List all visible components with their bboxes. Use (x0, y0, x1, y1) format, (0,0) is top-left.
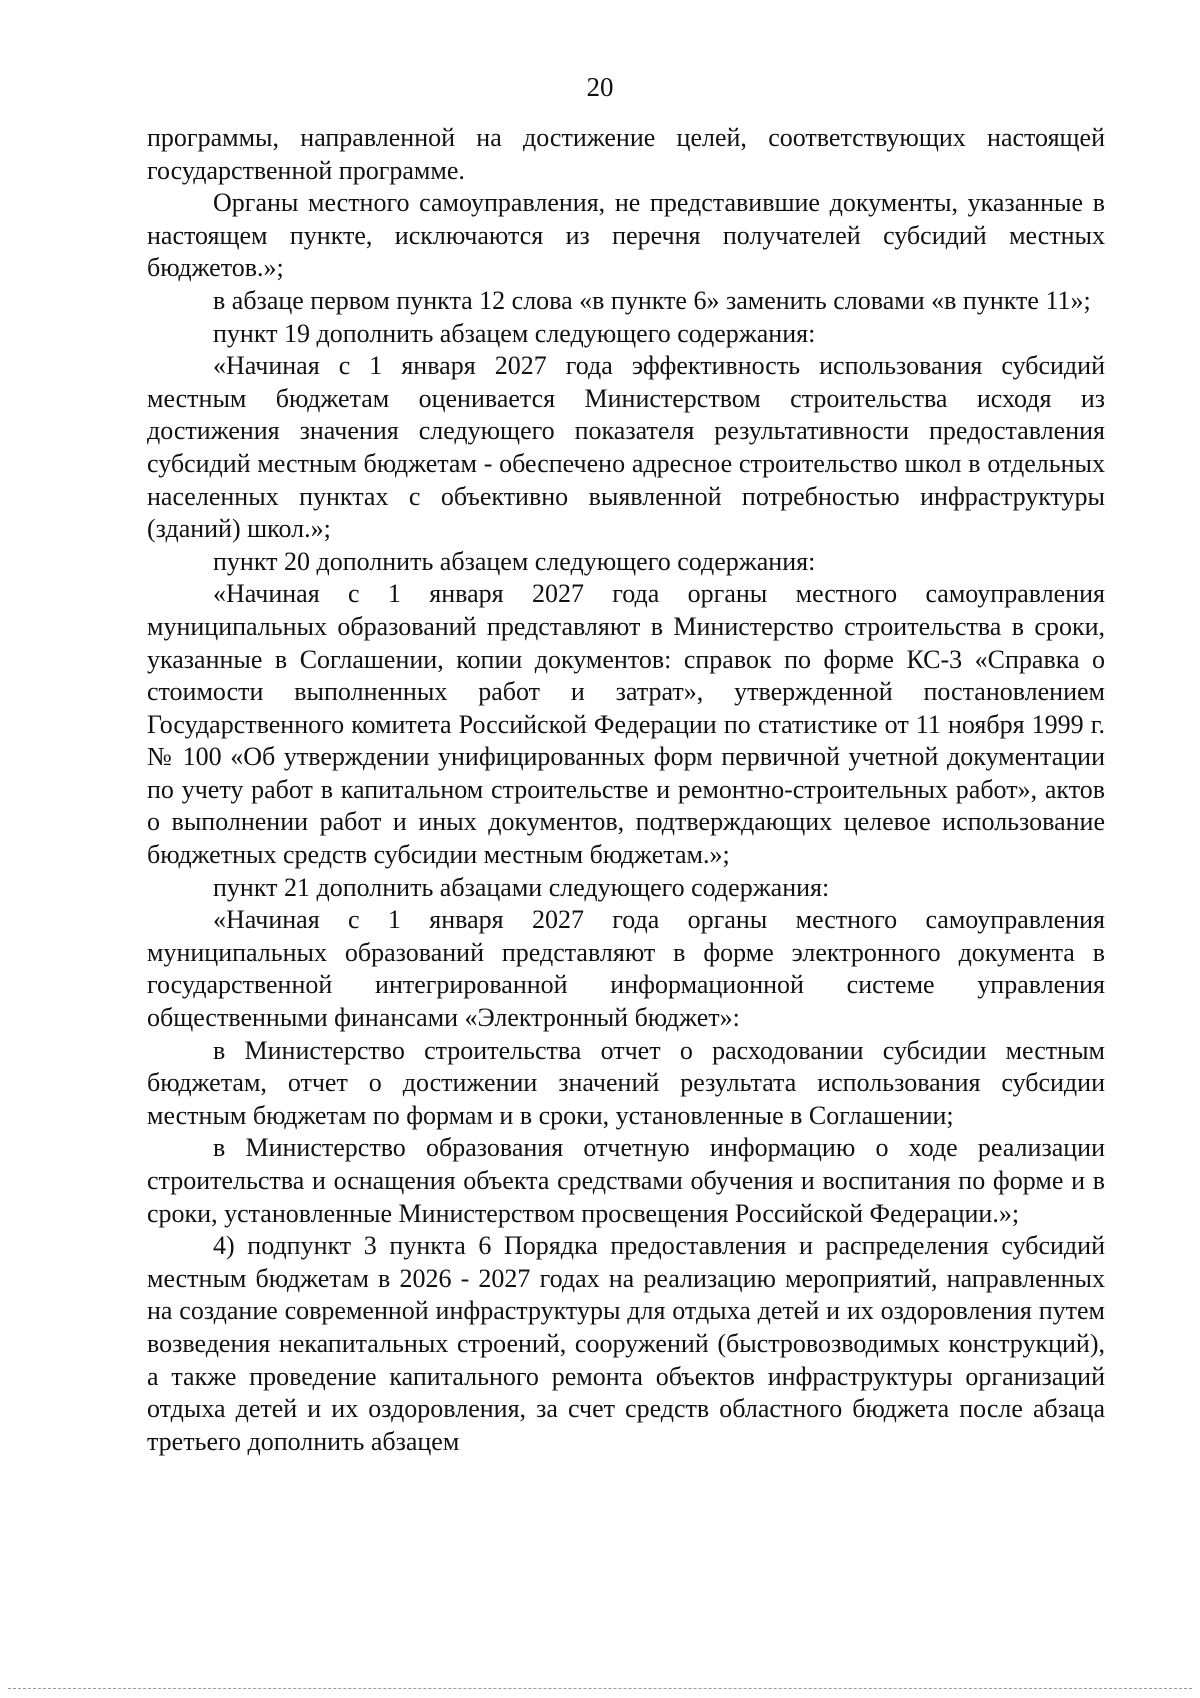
paragraph: 4) подпункт 3 пункта 6 Порядка предоставления и распределения субсидий местным бюджетам в 2026 - 2027 годах на реализацию мероприятий, направленных на создание современной инфраструктуры для отдыха детей и их оздоровления путем возведения некапитальных строений, сооружений (быстровозводимых конструкций), а также проведение капитального ремонта объектов инфраструктуры организаций отдыха детей и их оздоровления, за счет средств областного бюджета после абзаца третьего дополнить абзацем (147, 1231, 1105, 1456)
paragraph: в Министерство строительства отчет о расходовании субсидии местным бюджетам, отчет о достижении значений результата использования субсидии местным бюджетам по формам и в сроки, установленные в Соглашении; (147, 1035, 1105, 1130)
paragraph: «Начиная с 1 января 2027 года органы местного самоуправления муниципальных образований представляют в Министерство строительства в сроки, указанные в Соглашении, копии документов: справок по форме КС-3 «Справка о стоимости выполненных работ и затрат», утвержденной постановлением Государственного комитета Российской Федерации по статистике от 11 ноября 1999 г. № 100 «Об утверждении унифицированных форм первичной учетной документации по учету работ в капитальном строительстве и ремонтно-строительных работ», актов о выполнении работ и иных документов, подтверждающих целевое использование бюджетных средств субсидии местным бюджетам.»; (147, 579, 1105, 870)
paragraph: «Начиная с 1 января 2027 года органы местного самоуправления муниципальных образований представляют в форме электронного документа в государственной интегрированной информационной системе управления общественными финансами «Электронный бюджет»: (147, 905, 1105, 1033)
paragraph: в Министерство образования отчетную информацию о ходе реализации строительства и оснащения объекта средствами обучения и воспитания по форме и в сроки, установленные Министерством просвещения Российской Федерации.»; (147, 1133, 1105, 1228)
document-body (147, 122, 1105, 1458)
paragraph: «Начиная с 1 января 2027 года эффективность использования субсидий местным бюджетам оценивается Министерством строительства исходя из достижения значения следующего показателя результативности предоставления субсидий местным бюджетам - обеспечено адресное строительство школ в отдельных населенных пунктах с объективно выявленной потребностью инфраструктуры (зданий) школ.»; (147, 351, 1105, 544)
paragraph: пункт 21 дополнить абзацами следующего содержания: (213, 872, 830, 902)
paragraph: пункт 20 дополнить абзацем следующего содержания: (213, 546, 816, 576)
page-number: 20 (586, 72, 614, 102)
paragraph: пункт 19 дополнить абзацем следующего содержания: (213, 318, 816, 348)
paragraph: в абзаце первом пункта 12 слова «в пункте 6» заменить словами «в пункте 11»; (213, 285, 1091, 315)
paragraph: Органы местного самоуправления, не представившие документы, указанные в настоящем пункте, исключаются из перечня получателей субсидий местных бюджетов.»; (147, 188, 1105, 283)
paragraph: программы, направленной на достижение целей, соответствующих настоящей государственной программе. (147, 123, 1105, 185)
page-bottom-divider (8, 1688, 1192, 1689)
